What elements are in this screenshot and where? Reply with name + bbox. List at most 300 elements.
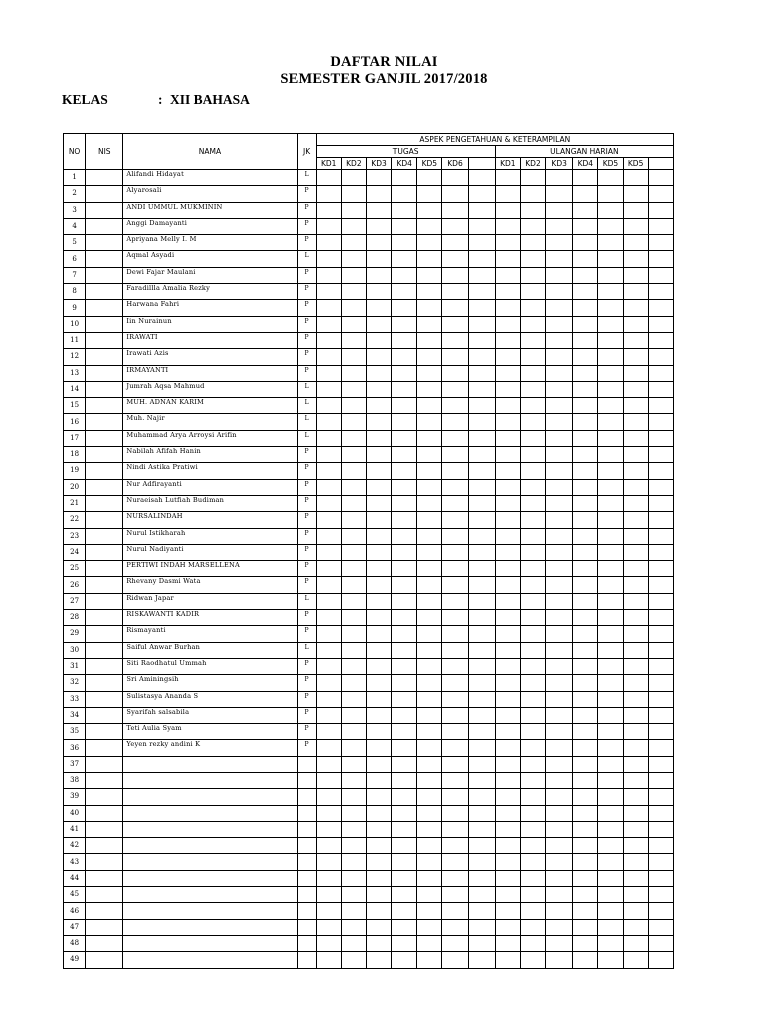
score-cell[interactable]	[417, 854, 442, 870]
score-cell[interactable]	[417, 202, 442, 218]
score-cell[interactable]	[417, 284, 442, 300]
score-cell[interactable]	[366, 398, 391, 414]
score-cell[interactable]	[417, 398, 442, 414]
score-cell[interactable]	[598, 235, 623, 251]
score-cell[interactable]	[341, 593, 366, 609]
score-cell[interactable]	[442, 626, 468, 642]
score-cell[interactable]	[598, 251, 623, 267]
score-cell[interactable]	[623, 756, 648, 772]
nis-cell[interactable]	[86, 447, 123, 463]
score-cell[interactable]	[341, 675, 366, 691]
score-cell[interactable]	[598, 316, 623, 332]
score-cell[interactable]	[546, 919, 573, 935]
score-cell[interactable]	[442, 381, 468, 397]
score-cell[interactable]	[598, 170, 623, 186]
nis-cell[interactable]	[86, 251, 123, 267]
score-cell[interactable]	[442, 919, 468, 935]
nis-cell[interactable]	[86, 691, 123, 707]
score-cell[interactable]	[573, 495, 598, 511]
score-cell[interactable]	[648, 935, 673, 951]
score-cell[interactable]	[546, 316, 573, 332]
score-cell[interactable]	[392, 349, 417, 365]
score-cell[interactable]	[392, 658, 417, 674]
score-cell[interactable]	[546, 381, 573, 397]
score-cell[interactable]	[468, 528, 495, 544]
score-cell[interactable]	[442, 349, 468, 365]
score-cell[interactable]	[316, 675, 341, 691]
score-cell[interactable]	[648, 186, 673, 202]
score-cell[interactable]	[648, 805, 673, 821]
score-cell[interactable]	[648, 707, 673, 723]
score-cell[interactable]	[495, 805, 520, 821]
score-cell[interactable]	[366, 903, 391, 919]
score-cell[interactable]	[392, 789, 417, 805]
score-cell[interactable]	[520, 365, 545, 381]
score-cell[interactable]	[648, 626, 673, 642]
score-cell[interactable]	[623, 838, 648, 854]
score-cell[interactable]	[316, 838, 341, 854]
score-cell[interactable]	[648, 740, 673, 756]
score-cell[interactable]	[417, 691, 442, 707]
score-cell[interactable]	[468, 707, 495, 723]
score-cell[interactable]	[648, 316, 673, 332]
score-cell[interactable]	[495, 316, 520, 332]
score-cell[interactable]	[623, 870, 648, 886]
score-cell[interactable]	[442, 887, 468, 903]
nis-cell[interactable]	[86, 756, 123, 772]
score-cell[interactable]	[341, 544, 366, 560]
score-cell[interactable]	[520, 838, 545, 854]
score-cell[interactable]	[573, 561, 598, 577]
score-cell[interactable]	[648, 463, 673, 479]
score-cell[interactable]	[495, 267, 520, 283]
score-cell[interactable]	[341, 251, 366, 267]
score-cell[interactable]	[598, 218, 623, 234]
score-cell[interactable]	[546, 821, 573, 837]
score-cell[interactable]	[468, 218, 495, 234]
score-cell[interactable]	[573, 854, 598, 870]
score-cell[interactable]	[468, 658, 495, 674]
score-cell[interactable]	[598, 952, 623, 968]
score-cell[interactable]	[623, 935, 648, 951]
score-cell[interactable]	[546, 691, 573, 707]
score-cell[interactable]	[316, 495, 341, 511]
score-cell[interactable]	[442, 463, 468, 479]
score-cell[interactable]	[495, 919, 520, 935]
score-cell[interactable]	[316, 284, 341, 300]
score-cell[interactable]	[366, 691, 391, 707]
score-cell[interactable]	[573, 430, 598, 446]
score-cell[interactable]	[341, 332, 366, 348]
score-cell[interactable]	[598, 887, 623, 903]
score-cell[interactable]	[495, 218, 520, 234]
score-cell[interactable]	[546, 789, 573, 805]
score-cell[interactable]	[495, 691, 520, 707]
score-cell[interactable]	[495, 789, 520, 805]
score-cell[interactable]	[392, 300, 417, 316]
score-cell[interactable]	[468, 512, 495, 528]
score-cell[interactable]	[366, 186, 391, 202]
score-cell[interactable]	[546, 186, 573, 202]
score-cell[interactable]	[392, 903, 417, 919]
score-cell[interactable]	[468, 756, 495, 772]
score-cell[interactable]	[468, 952, 495, 968]
score-cell[interactable]	[341, 349, 366, 365]
score-cell[interactable]	[341, 170, 366, 186]
score-cell[interactable]	[468, 349, 495, 365]
score-cell[interactable]	[598, 593, 623, 609]
score-cell[interactable]	[573, 691, 598, 707]
score-cell[interactable]	[546, 495, 573, 511]
score-cell[interactable]	[392, 610, 417, 626]
score-cell[interactable]	[573, 170, 598, 186]
score-cell[interactable]	[417, 430, 442, 446]
score-cell[interactable]	[417, 724, 442, 740]
score-cell[interactable]	[546, 365, 573, 381]
score-cell[interactable]	[468, 724, 495, 740]
score-cell[interactable]	[623, 561, 648, 577]
score-cell[interactable]	[520, 675, 545, 691]
score-cell[interactable]	[573, 870, 598, 886]
score-cell[interactable]	[623, 332, 648, 348]
score-cell[interactable]	[316, 365, 341, 381]
score-cell[interactable]	[468, 919, 495, 935]
score-cell[interactable]	[442, 724, 468, 740]
score-cell[interactable]	[392, 479, 417, 495]
score-cell[interactable]	[316, 512, 341, 528]
score-cell[interactable]	[648, 642, 673, 658]
score-cell[interactable]	[546, 463, 573, 479]
score-cell[interactable]	[442, 218, 468, 234]
score-cell[interactable]	[341, 626, 366, 642]
score-cell[interactable]	[417, 740, 442, 756]
score-cell[interactable]	[417, 349, 442, 365]
score-cell[interactable]	[495, 740, 520, 756]
score-cell[interactable]	[417, 870, 442, 886]
score-cell[interactable]	[520, 789, 545, 805]
score-cell[interactable]	[495, 854, 520, 870]
score-cell[interactable]	[316, 202, 341, 218]
score-cell[interactable]	[520, 626, 545, 642]
score-cell[interactable]	[366, 170, 391, 186]
score-cell[interactable]	[417, 935, 442, 951]
score-cell[interactable]	[520, 447, 545, 463]
score-cell[interactable]	[573, 821, 598, 837]
score-cell[interactable]	[546, 675, 573, 691]
score-cell[interactable]	[417, 528, 442, 544]
score-cell[interactable]	[316, 952, 341, 968]
score-cell[interactable]	[546, 887, 573, 903]
score-cell[interactable]	[366, 495, 391, 511]
score-cell[interactable]	[546, 593, 573, 609]
score-cell[interactable]	[392, 756, 417, 772]
score-cell[interactable]	[648, 919, 673, 935]
score-cell[interactable]	[573, 772, 598, 788]
score-cell[interactable]	[366, 756, 391, 772]
score-cell[interactable]	[520, 772, 545, 788]
score-cell[interactable]	[520, 887, 545, 903]
score-cell[interactable]	[623, 528, 648, 544]
score-cell[interactable]	[520, 463, 545, 479]
score-cell[interactable]	[316, 267, 341, 283]
score-cell[interactable]	[648, 267, 673, 283]
score-cell[interactable]	[648, 202, 673, 218]
nis-cell[interactable]	[86, 561, 123, 577]
score-cell[interactable]	[495, 300, 520, 316]
score-cell[interactable]	[546, 838, 573, 854]
score-cell[interactable]	[648, 528, 673, 544]
score-cell[interactable]	[623, 381, 648, 397]
score-cell[interactable]	[341, 838, 366, 854]
score-cell[interactable]	[495, 707, 520, 723]
score-cell[interactable]	[573, 447, 598, 463]
score-cell[interactable]	[392, 952, 417, 968]
score-cell[interactable]	[366, 658, 391, 674]
score-cell[interactable]	[341, 903, 366, 919]
nis-cell[interactable]	[86, 316, 123, 332]
score-cell[interactable]	[623, 789, 648, 805]
score-cell[interactable]	[520, 919, 545, 935]
score-cell[interactable]	[573, 463, 598, 479]
score-cell[interactable]	[392, 463, 417, 479]
score-cell[interactable]	[366, 381, 391, 397]
score-cell[interactable]	[392, 528, 417, 544]
nis-cell[interactable]	[86, 349, 123, 365]
score-cell[interactable]	[623, 772, 648, 788]
score-cell[interactable]	[648, 447, 673, 463]
score-cell[interactable]	[573, 610, 598, 626]
score-cell[interactable]	[316, 479, 341, 495]
score-cell[interactable]	[598, 903, 623, 919]
score-cell[interactable]	[623, 479, 648, 495]
score-cell[interactable]	[495, 398, 520, 414]
score-cell[interactable]	[648, 332, 673, 348]
score-cell[interactable]	[341, 479, 366, 495]
score-cell[interactable]	[520, 381, 545, 397]
score-cell[interactable]	[623, 707, 648, 723]
score-cell[interactable]	[392, 805, 417, 821]
score-cell[interactable]	[520, 935, 545, 951]
score-cell[interactable]	[442, 414, 468, 430]
score-cell[interactable]	[573, 593, 598, 609]
score-cell[interactable]	[316, 430, 341, 446]
score-cell[interactable]	[623, 805, 648, 821]
score-cell[interactable]	[648, 887, 673, 903]
score-cell[interactable]	[366, 593, 391, 609]
score-cell[interactable]	[546, 610, 573, 626]
score-cell[interactable]	[648, 300, 673, 316]
score-cell[interactable]	[468, 381, 495, 397]
score-cell[interactable]	[366, 675, 391, 691]
score-cell[interactable]	[546, 202, 573, 218]
score-cell[interactable]	[341, 381, 366, 397]
score-cell[interactable]	[546, 935, 573, 951]
score-cell[interactable]	[546, 398, 573, 414]
score-cell[interactable]	[442, 952, 468, 968]
score-cell[interactable]	[573, 332, 598, 348]
score-cell[interactable]	[648, 430, 673, 446]
score-cell[interactable]	[468, 316, 495, 332]
score-cell[interactable]	[316, 724, 341, 740]
score-cell[interactable]	[417, 218, 442, 234]
score-cell[interactable]	[341, 202, 366, 218]
score-cell[interactable]	[520, 202, 545, 218]
score-cell[interactable]	[598, 610, 623, 626]
score-cell[interactable]	[573, 724, 598, 740]
score-cell[interactable]	[495, 463, 520, 479]
score-cell[interactable]	[392, 577, 417, 593]
score-cell[interactable]	[495, 332, 520, 348]
score-cell[interactable]	[417, 544, 442, 560]
nis-cell[interactable]	[86, 772, 123, 788]
score-cell[interactable]	[366, 772, 391, 788]
score-cell[interactable]	[392, 316, 417, 332]
score-cell[interactable]	[366, 577, 391, 593]
score-cell[interactable]	[495, 170, 520, 186]
score-cell[interactable]	[442, 170, 468, 186]
score-cell[interactable]	[442, 512, 468, 528]
score-cell[interactable]	[417, 642, 442, 658]
nis-cell[interactable]	[86, 952, 123, 968]
score-cell[interactable]	[546, 447, 573, 463]
score-cell[interactable]	[623, 724, 648, 740]
score-cell[interactable]	[495, 544, 520, 560]
score-cell[interactable]	[573, 805, 598, 821]
score-cell[interactable]	[442, 430, 468, 446]
score-cell[interactable]	[366, 414, 391, 430]
nis-cell[interactable]	[86, 495, 123, 511]
score-cell[interactable]	[495, 235, 520, 251]
nis-cell[interactable]	[86, 170, 123, 186]
nis-cell[interactable]	[86, 430, 123, 446]
nis-cell[interactable]	[86, 919, 123, 935]
score-cell[interactable]	[546, 235, 573, 251]
score-cell[interactable]	[366, 235, 391, 251]
score-cell[interactable]	[623, 316, 648, 332]
score-cell[interactable]	[520, 332, 545, 348]
score-cell[interactable]	[520, 316, 545, 332]
score-cell[interactable]	[495, 952, 520, 968]
score-cell[interactable]	[341, 365, 366, 381]
score-cell[interactable]	[316, 235, 341, 251]
score-cell[interactable]	[341, 724, 366, 740]
score-cell[interactable]	[648, 218, 673, 234]
score-cell[interactable]	[442, 300, 468, 316]
score-cell[interactable]	[366, 349, 391, 365]
nis-cell[interactable]	[86, 528, 123, 544]
score-cell[interactable]	[598, 381, 623, 397]
nis-cell[interactable]	[86, 365, 123, 381]
score-cell[interactable]	[520, 903, 545, 919]
score-cell[interactable]	[392, 267, 417, 283]
score-cell[interactable]	[366, 251, 391, 267]
score-cell[interactable]	[468, 414, 495, 430]
score-cell[interactable]	[520, 495, 545, 511]
score-cell[interactable]	[623, 170, 648, 186]
score-cell[interactable]	[316, 381, 341, 397]
nis-cell[interactable]	[86, 398, 123, 414]
score-cell[interactable]	[573, 626, 598, 642]
score-cell[interactable]	[520, 267, 545, 283]
score-cell[interactable]	[520, 870, 545, 886]
nis-cell[interactable]	[86, 593, 123, 609]
score-cell[interactable]	[392, 398, 417, 414]
score-cell[interactable]	[417, 577, 442, 593]
score-cell[interactable]	[366, 512, 391, 528]
score-cell[interactable]	[392, 447, 417, 463]
score-cell[interactable]	[468, 610, 495, 626]
score-cell[interactable]	[468, 740, 495, 756]
score-cell[interactable]	[598, 495, 623, 511]
score-cell[interactable]	[442, 365, 468, 381]
score-cell[interactable]	[623, 854, 648, 870]
score-cell[interactable]	[392, 919, 417, 935]
score-cell[interactable]	[598, 626, 623, 642]
nis-cell[interactable]	[86, 626, 123, 642]
nis-cell[interactable]	[86, 300, 123, 316]
score-cell[interactable]	[495, 610, 520, 626]
nis-cell[interactable]	[86, 658, 123, 674]
score-cell[interactable]	[573, 512, 598, 528]
score-cell[interactable]	[648, 251, 673, 267]
score-cell[interactable]	[648, 756, 673, 772]
score-cell[interactable]	[598, 202, 623, 218]
nis-cell[interactable]	[86, 903, 123, 919]
score-cell[interactable]	[573, 642, 598, 658]
score-cell[interactable]	[417, 447, 442, 463]
score-cell[interactable]	[468, 430, 495, 446]
score-cell[interactable]	[442, 235, 468, 251]
score-cell[interactable]	[392, 838, 417, 854]
nis-cell[interactable]	[86, 577, 123, 593]
score-cell[interactable]	[546, 854, 573, 870]
score-cell[interactable]	[546, 528, 573, 544]
score-cell[interactable]	[623, 740, 648, 756]
score-cell[interactable]	[366, 430, 391, 446]
score-cell[interactable]	[468, 903, 495, 919]
score-cell[interactable]	[623, 544, 648, 560]
score-cell[interactable]	[495, 626, 520, 642]
score-cell[interactable]	[648, 349, 673, 365]
score-cell[interactable]	[341, 887, 366, 903]
score-cell[interactable]	[648, 903, 673, 919]
score-cell[interactable]	[442, 740, 468, 756]
score-cell[interactable]	[598, 838, 623, 854]
score-cell[interactable]	[316, 642, 341, 658]
score-cell[interactable]	[341, 186, 366, 202]
score-cell[interactable]	[366, 610, 391, 626]
score-cell[interactable]	[341, 463, 366, 479]
score-cell[interactable]	[648, 398, 673, 414]
score-cell[interactable]	[598, 186, 623, 202]
score-cell[interactable]	[468, 691, 495, 707]
score-cell[interactable]	[392, 593, 417, 609]
nis-cell[interactable]	[86, 870, 123, 886]
score-cell[interactable]	[495, 284, 520, 300]
nis-cell[interactable]	[86, 610, 123, 626]
nis-cell[interactable]	[86, 381, 123, 397]
score-cell[interactable]	[316, 789, 341, 805]
score-cell[interactable]	[573, 919, 598, 935]
score-cell[interactable]	[468, 300, 495, 316]
score-cell[interactable]	[648, 691, 673, 707]
score-cell[interactable]	[573, 414, 598, 430]
score-cell[interactable]	[598, 821, 623, 837]
score-cell[interactable]	[520, 577, 545, 593]
score-cell[interactable]	[417, 821, 442, 837]
score-cell[interactable]	[546, 577, 573, 593]
score-cell[interactable]	[366, 528, 391, 544]
